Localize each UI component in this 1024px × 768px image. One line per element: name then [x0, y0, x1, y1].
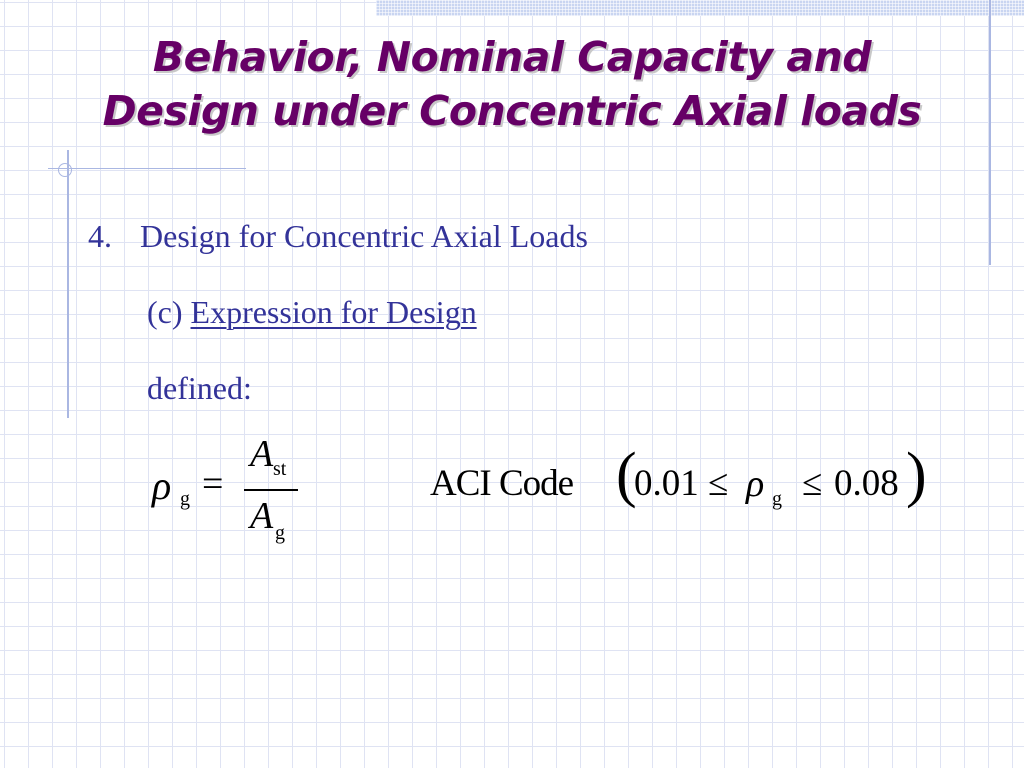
upper-bound: 0.08 [834, 463, 899, 504]
rho-symbol-2: ρ [746, 463, 765, 505]
open-paren: ( [616, 441, 637, 509]
lower-bound: 0.01 [634, 463, 699, 504]
close-paren: ) [906, 441, 927, 509]
circle-decor-icon [58, 163, 72, 177]
defined-label: defined: [147, 370, 252, 406]
top-decor-band [376, 0, 1024, 16]
denominator-symbol: A [250, 495, 274, 537]
sub-item-label: (c) [147, 294, 183, 330]
slide-title [0, 30, 1024, 138]
title-line-2: Design under Concentric Axial loads [102, 87, 922, 135]
left-decor-line [67, 150, 69, 418]
title-underline-decor [48, 168, 246, 169]
aci-code-label: ACI Code [430, 463, 574, 504]
sub-item-heading: Expression for Design [190, 294, 477, 330]
title-line-1: Behavior, Nominal Capacity and [152, 33, 872, 81]
aci-limit-equation [430, 440, 950, 530]
sub-item [147, 294, 477, 331]
denominator-subscript: g [275, 522, 285, 544]
rho-subscript-2: g [772, 488, 782, 510]
numerator-symbol: A [250, 433, 274, 475]
item-number: 4. [88, 218, 112, 254]
rho-symbol: ρ [152, 463, 172, 508]
leq-symbol-1: ≤ [708, 463, 729, 504]
fraction-bar [244, 489, 298, 491]
numerator-subscript: st [273, 458, 287, 480]
leq-symbol-2: ≤ [802, 463, 823, 504]
reinforcement-ratio-equation [150, 432, 310, 552]
rho-subscript: g [180, 488, 190, 510]
item-heading: Design for Concentric Axial Loads [140, 218, 588, 254]
equals-sign: = [202, 463, 224, 505]
